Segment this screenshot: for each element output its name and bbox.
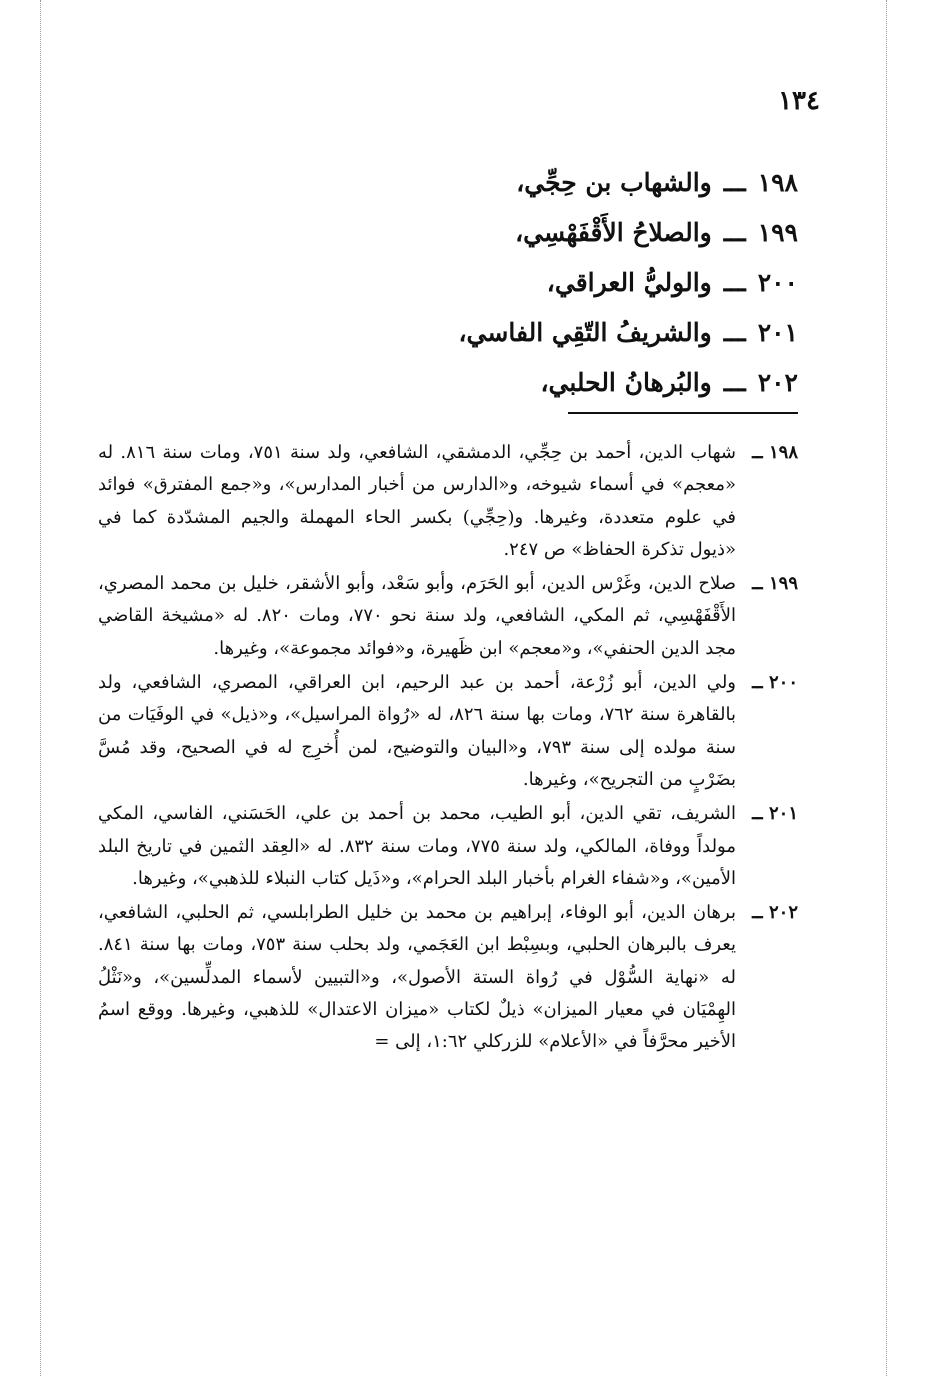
left-margin-guide [40,0,41,1376]
list-item [278,208,798,258]
list-item [278,308,798,358]
list-item-number: ٢٠٠ [757,268,798,297]
list-item-number: ٢٠٢ [757,368,798,397]
list-item [278,258,798,308]
list-item-text: والوليُّ العراقي، [546,268,712,297]
list-item-number: ١٩٨ [757,168,798,197]
list-item-text: والشهاب بن حِجِّي، [516,168,712,197]
footnote-text: برهان الدين، أبو الوفاء، إبراهيم بن محمد بن خليل الطرابلسي، ثم الحلبي، الشافعي، يعرف بالبرهان الحلبي، وبسِبْط ابن العَجَمي، ولد بحلب سنة ٧٥٣، ومات بها سنة ٨٤١. له «نهاية السُّوْل في رُواة الستة الأصول»، و«التبيين لأسماء المدلِّسين»، و«نَثْلُ الهِمْيَان في معيار الميزان» ذيلٌ لكتاب «ميزان الاعتدال» للذهبي، وغيرها. ووقع اسمُ الأخير محرَّفاً في «الأعلام» للزركلي ١:٦٢، إلى = [98,902,736,1053]
footnote-text: صلاح الدين، وغَرْس الدين، أبو الحَرَم، وأبو سَعْد، وأبو الأشقر، خليل بن محمد المصري، الأَقْفَهْسِي، ثم المكي، الشافعي، ولد سنة نحو ٧٧٠، ومات ٨٢٠. له «مشيخة القاضي مجد الدين الحنفي»، و«معجم» ابن ظَهيرة، و«فوائد مجموعة»، وغيرها. [98,573,736,659]
footnote [98,897,798,1058]
list-item-number: ١٩٩ [757,218,798,247]
list-item [278,358,798,408]
list-item-text: والشريفُ التّقِي الفاسي، [458,318,712,347]
list-item-dash: ـــ [723,318,746,347]
footnote-number: ٢٠١ ــ [752,803,798,825]
list-item-dash: ـــ [723,368,746,397]
list-item [278,158,798,208]
list-item-dash: ـــ [723,218,746,247]
page-number: ١٣٤ [778,86,820,116]
list-item-text: والصلاحُ الأَقْفَهْسِي، [515,218,712,247]
footnote-number: ٢٠٠ ــ [752,672,798,694]
footnote [98,667,798,796]
footnote-separator [568,412,798,414]
footnote-number: ١٩٩ ــ [752,573,798,595]
footnote [98,437,798,566]
footnote [98,568,798,665]
list-item-dash: ـــ [723,168,746,197]
footnotes [98,437,798,1061]
footnote [98,798,798,895]
right-margin-guide [886,0,887,1376]
footnote-text: شهاب الدين، أحمد بن حِجِّي، الدمشقي، الشافعي، ولد سنة ٧٥١، ومات سنة ٨١٦. له «معجم» في أسماء شيوخه، و«الدارس من أخبار المدارس»، و«جمع المفترق» فوائد في علوم متعددة، وغيرها. و(حِجِّي) بكسر الحاء المهملة والجيم المشدّدة كما في «ذيول تذكرة الحفاظ» ص ٢٤٧. [98,442,737,560]
footnote-number: ١٩٨ ــ [752,442,798,463]
footnote-text: الشريف، تقي الدين، أبو الطيب، محمد بن أحمد بن علي، الحَسَني، الفاسي، المكي مولداً ووفاة، المالكي، ولد سنة ٧٧٥، ومات سنة ٨٣٢. له «العِقد الثمين في تاريخ البلد الأمين»، و«شفاء الغرام بأخبار البلد الحرام»، و«ذَيل كتاب النبلاء للذهبي»، وغيرها. [98,803,736,889]
footnote-number: ٢٠٢ ــ [752,902,798,924]
list-item-text: والبُرهانُ الحلبي، [540,368,712,397]
list-item-number: ٢٠١ [757,318,798,347]
scholar-list [278,158,798,408]
list-item-dash: ـــ [723,268,746,297]
footnote-text: ولي الدين، أبو زُرْعة، أحمد بن عبد الرحيم، ابن العراقي، المصري، الشافعي، ولد بالقاهرة سنة ٧٦٢، ومات بها سنة ٨٢٦، له «رُواة المراسيل»، و«ذيل» في الوفَيَات من سنة مولده إلى سنة ٧٩٣، و«البيان والتوضيح، لمن أُخرِج له في الصحيح، وقد مُسَّ بضَرْبٍ من التجريح»، وغيرها. [98,672,736,790]
